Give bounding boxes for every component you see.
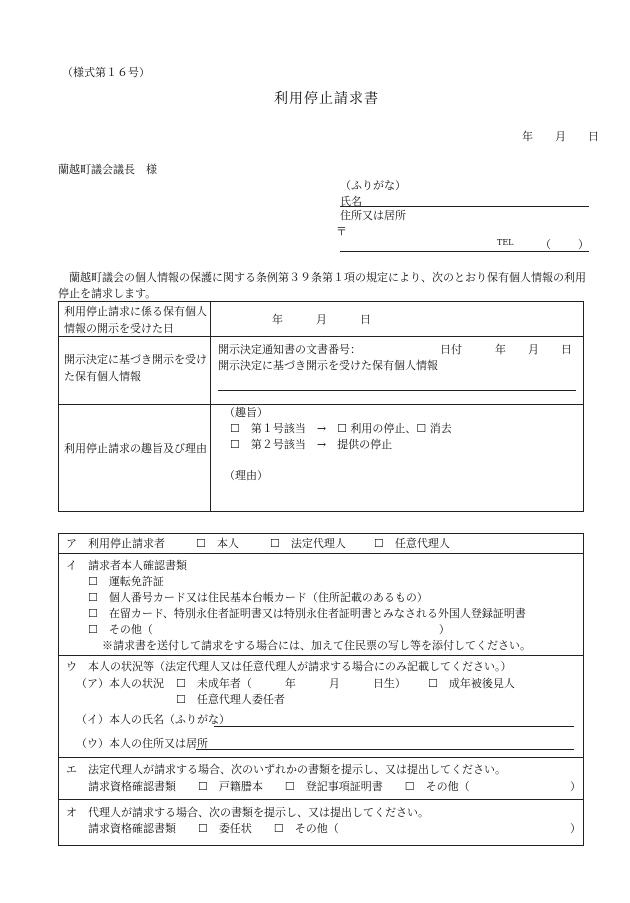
address-field[interactable] bbox=[340, 251, 589, 252]
id-doc-residence-card[interactable]: ☐ 在留カード、特別永住者証明書又は特別永住者証明書とみなされる外国人登録証明書 bbox=[88, 607, 526, 620]
requester-voluntary-agent-option[interactable]: ☐ 任意代理人 bbox=[374, 537, 450, 550]
principal-status-sublabel: （ア）本人の状況 bbox=[76, 677, 164, 690]
legal-agent-docs-options[interactable]: 請求資格確認書類 ☐ 戸籍謄本 ☐ 登記事項証明書 ☐ その他（ bbox=[88, 780, 470, 793]
disclosed-info-field[interactable] bbox=[218, 390, 576, 391]
form-number: （様式第１６号） bbox=[62, 66, 150, 79]
purpose-reason-label: 利用停止請求の趣旨及び理由 bbox=[64, 442, 207, 455]
minor-option[interactable]: ☐ 未成年者（ 年 月 日生） bbox=[176, 677, 406, 690]
id-doc-other[interactable]: ☐ その他（ ） bbox=[88, 623, 450, 636]
id-doc-drivers-license[interactable]: ☐ 運転免許証 bbox=[88, 575, 164, 588]
intro-paragraph: 蘭越町議会の個人情報の保護に関する条例第３９条第１項の規定により、次のとおり保有個人情報の利用停止を請求します。 bbox=[58, 271, 586, 300]
table-row-line bbox=[58, 655, 583, 656]
requester-legal-agent-option[interactable]: ☐ 法定代理人 bbox=[270, 537, 346, 550]
tel-open: （ bbox=[540, 238, 551, 251]
tel-close: ） bbox=[578, 238, 589, 251]
table-row-line bbox=[58, 757, 583, 758]
requester-self-option[interactable]: ☐ 本人 bbox=[196, 537, 239, 550]
principal-delegator-option[interactable]: ☐ 任意代理人委任者 bbox=[176, 693, 285, 706]
table-row-line bbox=[58, 553, 583, 554]
table-divider bbox=[210, 301, 211, 511]
adult-ward-option[interactable]: ☐ 成年被後見人 bbox=[428, 677, 515, 690]
id-doc-my-number-card[interactable]: ☐ 個人番号カード又は住民基本台帳カード（住所記載のあるもの） bbox=[88, 591, 428, 604]
disclosure-date-value[interactable]: 年 月 日 bbox=[272, 313, 371, 326]
disclosed-info-label: 開示決定に基づき開示を受けた保有個人情報 bbox=[64, 353, 207, 383]
table-row-line bbox=[58, 799, 583, 800]
name-label: 氏名 bbox=[340, 195, 362, 208]
reason-label: （理由） bbox=[224, 469, 268, 482]
tel-label: TEL bbox=[497, 238, 514, 247]
legal-agent-docs-label: エ 法定代理人が請求する場合、次のいずれかの書類を提示し、又は提出してください。 bbox=[66, 763, 506, 776]
agent-docs-options[interactable]: 請求資格確認書類 ☐ 委任状 ☐ その他（ bbox=[88, 822, 339, 835]
purpose-label: （趣旨） bbox=[224, 406, 268, 419]
principal-status-label: ウ 本人の状況等（法定代理人又は任意代理人が請求する場合にのみ記載してください。） bbox=[66, 660, 512, 673]
legal-agent-docs-close: ） bbox=[570, 780, 581, 793]
purpose-option-1[interactable]: ☐ 第１号該当 → ☐ 利用の停止、☐ 消去 bbox=[230, 422, 452, 435]
addressee: 蘭越町議会議長 様 bbox=[58, 163, 157, 176]
agent-docs-label: オ 代理人が請求する場合、次の書類を提示し、又は提出してください。 bbox=[66, 806, 429, 819]
principal-address-label: （ウ）本人の住所又は居所 bbox=[76, 737, 208, 750]
address-label: 住所又は居所 bbox=[340, 209, 406, 222]
page-title: 利用停止請求書 bbox=[274, 91, 379, 107]
purpose-option-2[interactable]: ☐ 第２号該当 → 提供の停止 bbox=[230, 438, 393, 451]
notice-date-label: 日付 年 月 日 bbox=[440, 343, 572, 356]
id-documents-label: イ 請求者本人確認書類 bbox=[66, 559, 187, 572]
disclosure-date-label: 利用停止請求に係る保有個人情報の開示を受けた日 bbox=[64, 305, 207, 335]
notice-number-label: 開示決定通知書の文書番号： bbox=[218, 343, 361, 356]
principal-name-field[interactable] bbox=[214, 726, 574, 727]
furigana-label: （ふりがな） bbox=[340, 179, 406, 192]
disclosed-info-sublabel: 開示決定に基づき開示を受けた保有個人情報 bbox=[218, 359, 438, 372]
table-row-line bbox=[58, 404, 583, 405]
requester-type-label: ア 利用停止請求者 bbox=[66, 537, 165, 550]
date-line: 年 月 日 bbox=[522, 130, 599, 143]
principal-name-label: （イ）本人の氏名（ふりがな） bbox=[76, 713, 230, 726]
id-documents-note: ※請求書を送付して請求をする場合には、加えて住民票の写し等を添付してください。 bbox=[102, 639, 531, 652]
postal-mark: 〒 bbox=[336, 225, 347, 238]
principal-address-field[interactable] bbox=[196, 749, 574, 750]
agent-docs-close: ） bbox=[570, 822, 581, 835]
